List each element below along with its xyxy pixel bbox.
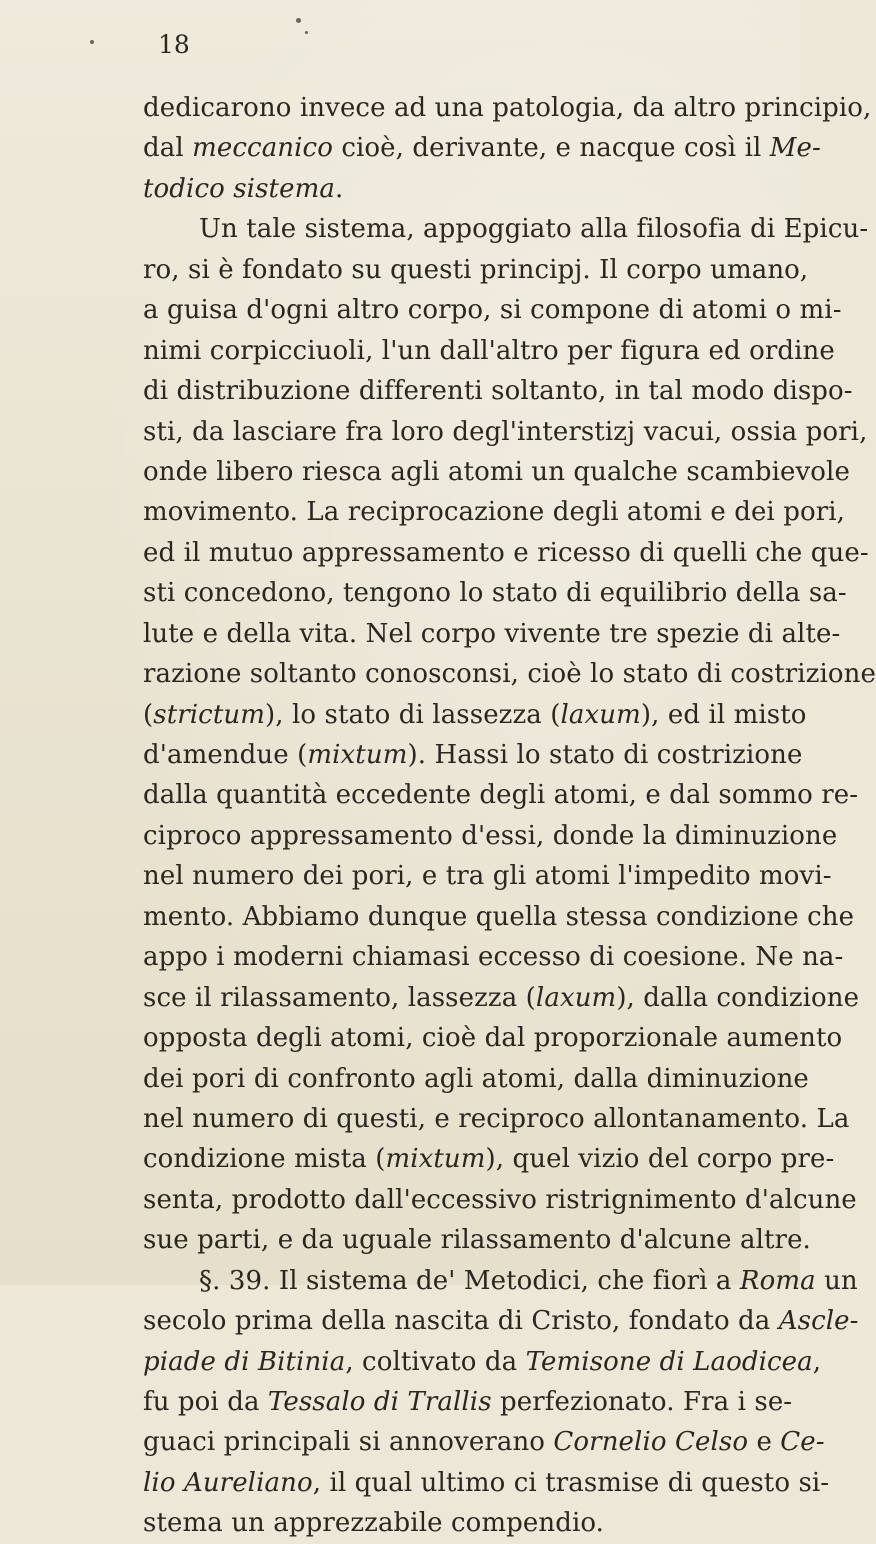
text-line: onde libero riesca agli atomi un qualche scambievole (143, 456, 850, 487)
body-text (143, 88, 876, 1544)
text-line: condizione mista (mixtum), quel vizio del corpo pre- (143, 1144, 835, 1175)
ink-speck (305, 31, 308, 34)
text-line: sue parti, e da uguale rilassamento d'alcune altre. (143, 1225, 811, 1256)
ink-speck (90, 40, 94, 44)
italic-term: mixtum (385, 1144, 486, 1175)
text-line: sce il rilassamento, lassezza (laxum), dalla condizione (143, 982, 860, 1013)
italic-term: laxum (560, 699, 641, 730)
italic-term: Ascle- (778, 1306, 859, 1337)
text-line: senta, prodotto dall'eccessivo ristrignimento d'alcune (143, 1184, 857, 1215)
text-line: stema un apprezzabile compendio. (143, 1508, 605, 1539)
page-number: 18 (158, 30, 190, 59)
text-line: sti concedono, tengono lo stato di equilibrio della sa- (143, 578, 847, 609)
text-line: a guisa d'ogni altro corpo, si compone di atomi o mi- (143, 295, 842, 326)
italic-term: meccanico (192, 133, 333, 164)
text-line: appo i moderni chiamasi eccesso di coesione. Ne na- (143, 942, 844, 973)
text-line: nel numero dei pori, e tra gli atomi l'impedito movi- (143, 861, 832, 892)
text-line: fu poi da Tessalo di Trallis perfezionato. Fra i se- (143, 1387, 793, 1417)
text-line: §. 39. Il sistema de' Metodici, che fiorì a Roma un (199, 1265, 858, 1296)
text-line: nel numero di questi, e reciproco allontanamento. La (143, 1103, 850, 1134)
italic-term: Cornelio Celso (553, 1427, 749, 1458)
italic-term: lio Aureliano (143, 1467, 313, 1498)
text-line: piade di Bitinia, coltivato da Temisone di Laodicea, (143, 1346, 822, 1377)
text-line: guaci principali si annoverano Cornelio Celso e Ce- (143, 1427, 825, 1458)
text-line: ed il mutuo appressamento e ricesso di quelli che que- (143, 537, 869, 568)
italic-term: Ce- (780, 1427, 825, 1458)
italic-term: Me- (769, 133, 821, 164)
italic-term: Roma (739, 1265, 816, 1296)
text-line: dal meccanico cioè, derivante, e nacque così il Me- (143, 133, 821, 164)
text-line: Un tale sistema, appoggiato alla filosofia di Epicu- (199, 214, 869, 245)
text-line: lute e della vita. Nel corpo vivente tre spezie di alte- (143, 618, 841, 649)
text-line: lio Aureliano, il qual ultimo ci trasmise di questo si- (143, 1467, 830, 1498)
italic-term: Tessalo di Trallis (267, 1387, 492, 1417)
text-line: dei pori di confronto agli atomi, dalla diminuzione (143, 1063, 809, 1094)
italic-term: laxum (535, 982, 617, 1013)
text-line: dalla quantità eccedente degli atomi, e dal sommo re- (143, 780, 859, 811)
text-line: mento. Abbiamo dunque quella stessa condizione che (143, 901, 855, 932)
text-line: ro, si è fondato su questi principj. Il corpo umano, (143, 254, 809, 285)
text-line: (strictum), lo stato di lassezza (laxum), ed il misto (143, 699, 807, 730)
text-line: razione soltanto conosconsi, cioè lo stato di costrizione (143, 659, 876, 690)
text-line: d'amendue (mixtum). Hassi lo stato di costrizione (143, 740, 803, 770)
ink-speck (296, 18, 301, 23)
italic-term: Temisone di Laodicea (525, 1346, 813, 1377)
text-line: ciproco appressamento d'essi, donde la diminuzione (143, 820, 838, 851)
text-line: nimi corpicciuoli, l'un dall'altro per figura ed ordine (143, 335, 835, 366)
text-line: todico sistema. (143, 173, 344, 204)
text-line: di distribuzione differenti soltanto, in tal modo dispo- (143, 376, 853, 407)
italic-term: todico sistema (143, 173, 335, 204)
text-line: dedicarono invece ad una patologia, da altro principio, (143, 93, 872, 123)
text-line: secolo prima della nascita di Cristo, fondato da Ascle- (143, 1306, 859, 1337)
text-line: sti, da lasciare fra loro degl'interstizj vacui, ossia pori, (143, 416, 868, 447)
text-line: movimento. La reciprocazione degli atomi e dei pori, (143, 497, 846, 528)
italic-term: mixtum (307, 740, 408, 770)
italic-term: piade di Bitinia (143, 1346, 346, 1377)
italic-term: strictum (153, 699, 265, 730)
text-line: opposta degli atomi, cioè dal proporzionale aumento (143, 1023, 843, 1054)
